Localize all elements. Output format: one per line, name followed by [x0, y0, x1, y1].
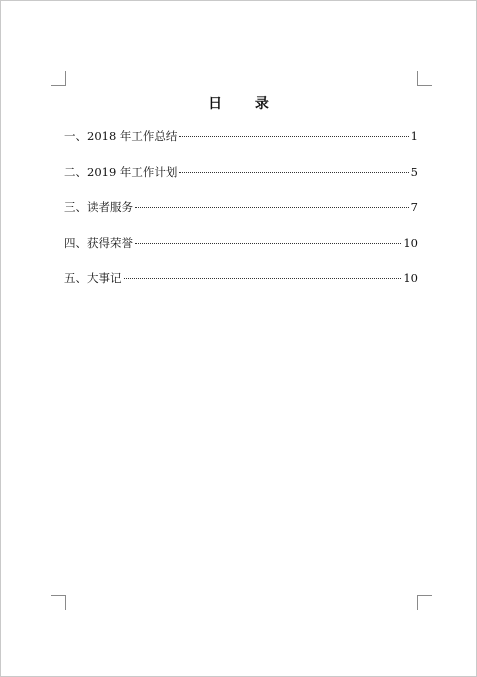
toc-entry-page: 10 — [403, 235, 418, 250]
toc-entry-label: 二、2019 年工作计划 — [64, 164, 178, 179]
toc-entry-label: 五、大事记 — [64, 271, 122, 285]
toc-title: 日 录 — [208, 96, 283, 112]
toc-dot-leader — [179, 172, 408, 173]
toc-entry-page: 7 — [410, 200, 418, 214]
toc-dot-leader — [135, 207, 409, 208]
toc-entry-page: 1 — [410, 129, 418, 143]
toc-dot-leader — [124, 278, 402, 279]
toc-entry[interactable] — [64, 235, 418, 271]
toc-entry[interactable] — [64, 164, 418, 200]
toc-entry-page: 10 — [403, 271, 418, 285]
toc-entry[interactable] — [64, 199, 418, 235]
crop-mark-top-right — [417, 71, 432, 86]
crop-mark-bottom-left — [51, 595, 66, 610]
table-of-contents — [64, 128, 418, 306]
toc-dot-leader — [179, 136, 408, 137]
toc-entry-page: 5 — [410, 164, 418, 179]
toc-dot-leader — [135, 243, 401, 244]
toc-entry-label: 一、2018 年工作总结 — [64, 129, 178, 143]
toc-entry-label: 三、读者服务 — [64, 200, 133, 214]
toc-entry[interactable] — [64, 128, 418, 164]
toc-entry[interactable] — [64, 270, 418, 306]
crop-mark-top-left — [51, 71, 66, 86]
crop-mark-bottom-right — [417, 595, 432, 610]
toc-entry-label: 四、获得荣誉 — [64, 235, 133, 250]
